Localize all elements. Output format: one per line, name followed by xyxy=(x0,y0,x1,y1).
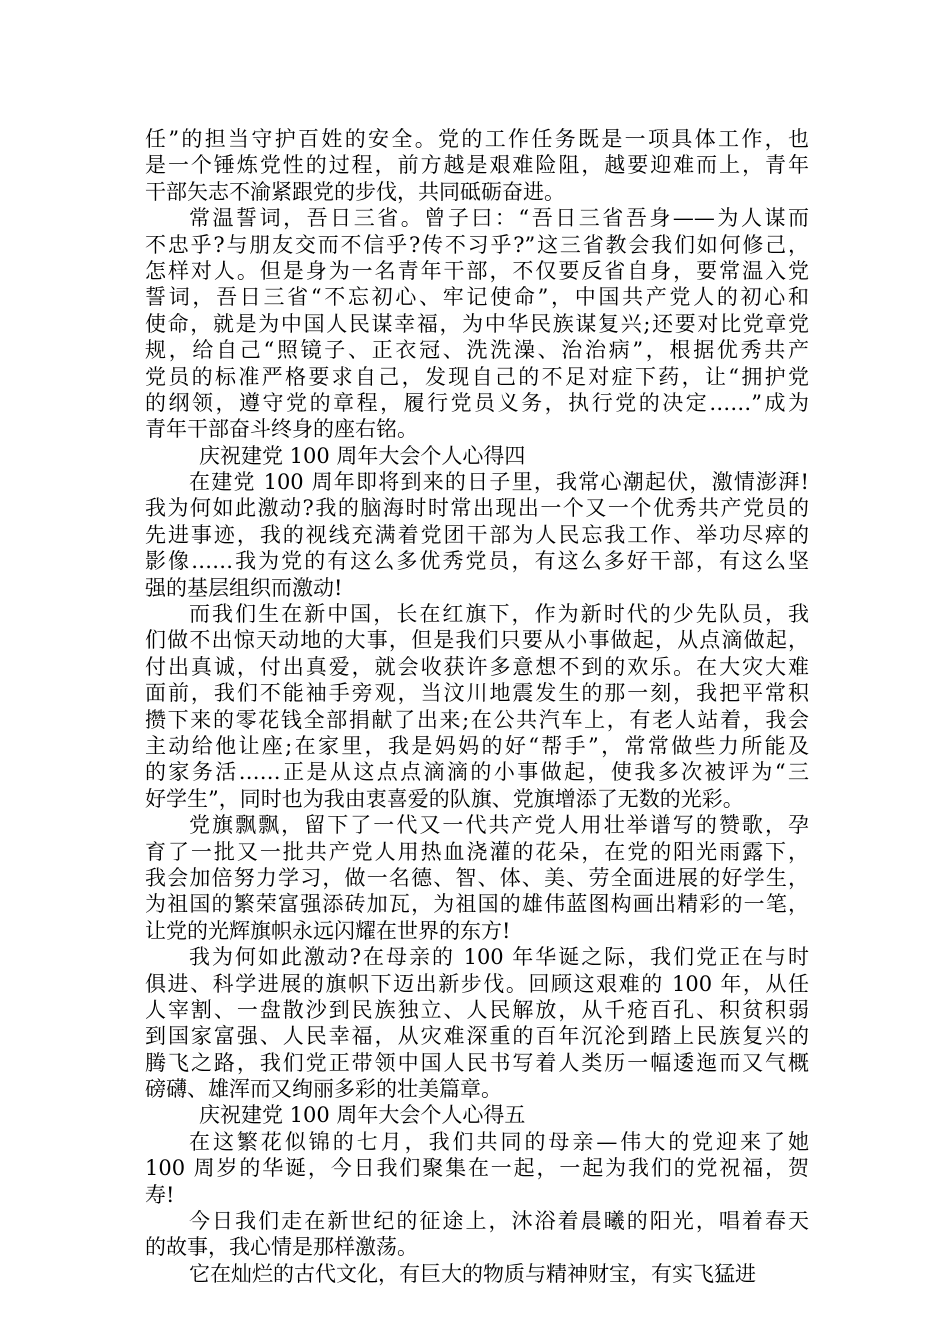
text-line: 在这繁花似锦的七月，我们共同的母亲—伟大的党迎来了她 xyxy=(189,1129,809,1154)
heading-text: 庆祝建党 100 周年大会个人心得五 xyxy=(199,1103,526,1128)
document-page xyxy=(145,126,809,1287)
text-line: 它在灿烂的古代文化，有巨大的物质与精神财宝，有实飞猛进 xyxy=(189,1261,756,1286)
text-line: 面前，我们不能袖手旁观，当汶川地震发生的那一刻，我把平常积 xyxy=(145,681,809,706)
text-line: 誓词，吾日三省“不忘初心、牢记使命”，中国共产党人的初心和 xyxy=(145,285,809,310)
text-line: 先进事迹，我的视线充满着党团干部为人民忘我工作、举功尽瘁的 xyxy=(145,522,809,547)
text-line: 规，给自己“照镜子、正衣冠、洗洗澡、治治病”，根据优秀共产 xyxy=(145,338,809,363)
paragraph xyxy=(145,944,809,1102)
text-line: 寿! xyxy=(145,1182,175,1207)
text-line: 干部矢志不渝紧跟党的步伐，共同砥砺奋进。 xyxy=(145,179,565,204)
text-line: 育了一批又一批共产党人用热血浇灌的花朵，在党的阳光雨露下， xyxy=(145,839,809,864)
text-line: 我为何如此激动?我的脑海时时常出现出一个又一个优秀共产党员的 xyxy=(145,496,809,521)
text-line: 而我们生在新中国，长在红旗下，作为新时代的少先队员，我 xyxy=(189,602,809,627)
text-line: 我为何如此激动?在母亲的 100 年华诞之际，我们党正在与时 xyxy=(189,945,809,970)
text-line: 俱进、科学进展的旗帜下迈出新步伐。回顾这艰难的 100 年，从任 xyxy=(145,971,809,996)
text-line: 主动给他让座;在家里，我是妈妈的好“帮手”，常常做些力所能及 xyxy=(145,733,809,758)
text-line: 是一个锤炼党性的过程，前方越是艰难险阻，越要迎难而上，青年 xyxy=(145,153,809,178)
paragraph xyxy=(145,1208,809,1261)
text-line: 使命，就是为中国人民谋幸福，为中华民族谋复兴;还要对比党章党 xyxy=(145,311,809,336)
text-line: 强的基层组织而激动! xyxy=(145,575,343,600)
text-line: 的故事，我心情是那样激荡。 xyxy=(145,1235,418,1260)
text-line: 付出真诚，付出真爱，就会收获许多意想不到的欢乐。在大灾大难 xyxy=(145,654,809,679)
paragraph xyxy=(145,1129,809,1208)
paragraph xyxy=(145,469,809,601)
section-heading xyxy=(145,443,809,469)
paragraph xyxy=(145,601,809,812)
heading-text: 庆祝建党 100 周年大会个人心得四 xyxy=(199,443,526,468)
text-line: 我会加倍努力学习，做一名德、智、体、美、劳全面进展的好学生， xyxy=(145,865,809,890)
text-line: 影像……我为党的有这么多优秀党员，有这么多好干部，有这么坚 xyxy=(145,549,809,574)
text-line: 在建党 100 周年即将到来的日子里，我常心潮起伏，激情澎湃! xyxy=(189,470,809,495)
paragraph xyxy=(145,205,809,443)
text-line: 青年干部奋斗终身的座右铭。 xyxy=(145,417,418,442)
text-line: 到国家富强、人民幸福，从灾难深重的百年沉沦到踏上民族复兴的 xyxy=(145,1024,809,1049)
text-line: 让党的光辉旗帜永远闪耀在世界的东方! xyxy=(145,918,511,943)
text-line: 怎样对人。但是身为一名青年干部，不仅要反省自身，要常温入党 xyxy=(145,258,809,283)
text-line: 好学生”，同时也为我由衷喜爱的队旗、党旗增添了无数的光彩。 xyxy=(145,786,744,811)
section-heading xyxy=(145,1102,809,1128)
text-line: 磅礴、雄浑而又绚丽多彩的壮美篇章。 xyxy=(145,1077,502,1102)
text-line: 党旗飘飘，留下了一代又一代共产党人用壮举谱写的赞歌，孕 xyxy=(189,813,809,838)
text-line: 的家务活……正是从这点点滴滴的小事做起，使我多次被评为“三 xyxy=(145,760,809,785)
text-line: 今日我们走在新世纪的征途上，沐浴着晨曦的阳光，唱着春天 xyxy=(189,1209,809,1234)
text-line: 100 周岁的华诞，今日我们聚集在一起，一起为我们的党祝福，贺 xyxy=(145,1156,809,1181)
text-line: 腾飞之路，我们党正带领中国人民书写着人类历一幅逶迤而又气概 xyxy=(145,1050,809,1075)
text-line: 为祖国的繁荣富强添砖加瓦，为祖国的雄伟蓝图构画出精彩的一笔， xyxy=(145,892,809,917)
text-line: 们做不出惊天动地的大事，但是我们只要从小事做起，从点滴做起， xyxy=(145,628,809,653)
text-line: 攒下来的零花钱全部捐献了出来;在公共汽车上，有老人站着，我会 xyxy=(145,707,809,732)
text-line: 不忠乎?与朋友交而不信乎?传不习乎?”这三省教会我们如何修己， xyxy=(145,232,809,257)
text-line: 任”的担当守护百姓的安全。党的工作任务既是一项具体工作，也 xyxy=(145,127,809,151)
text-line: 党员的标准严格要求自己，发现自己的不足对症下药，让“拥护党 xyxy=(145,364,809,389)
paragraph xyxy=(145,1261,809,1287)
text-line: 常温誓词，吾日三省。曾子曰：“吾日三省吾身——为人谋而 xyxy=(189,206,809,231)
paragraph xyxy=(145,812,809,944)
text-line: 的纲领，遵守党的章程，履行党员义务，执行党的决定……”成为 xyxy=(145,390,809,415)
text-line: 人宰割、一盘散沙到民族独立、人民解放，从千疮百孔、积贫积弱 xyxy=(145,997,809,1022)
paragraph xyxy=(145,126,809,205)
